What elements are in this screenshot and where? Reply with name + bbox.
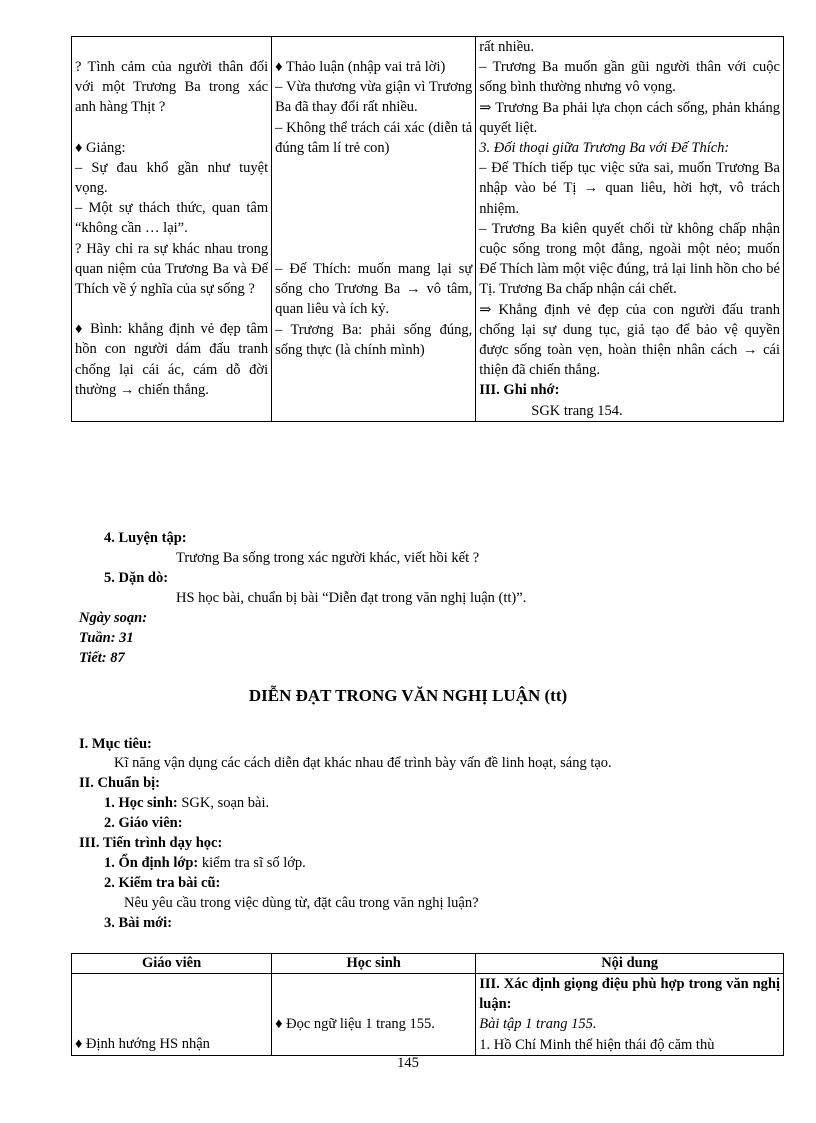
student-discussion: ♦ Thảo luận (nhập vai trả lời) [275,59,446,75]
content-column: rất nhiều. – Trương Ba muốn gần gũi người thân với cuộc sống bình thường nhưng vô vọng. ⇒ Trương Ba phải lựa chọn cách sống, phản kháng quyết liệt. 3. Đối thoại giữa Trương Ba với Đế Thích: – Đế Thích tiếp tục việc sửa sai, muốn Trương Ba nhập vào bé Tị → quan liêu, hời hợt, vô trách nhiệm. – Trương Ba kiên quyết chối từ không chấp nhận cuộc sống trong một đằng, ngoài một nẻo; muốn Đế Thích làm một việc đúng, trả lại linh hồn cho bé Tị. Trương Ba chấp nhận cái chết. ⇒ Khẳng định vẻ đẹp của con người đấu tranh chống lại sự dung tục, giả tạo để bảo vệ quyền được sống toàn vẹn, hoàn thiện nhân cách → cái thiện đã chiến thắng. III. Ghi nhớ: SGK trang 154. [476,37,784,422]
process-step-1: 1. Ổn định lớp: kiểm tra sĩ số lớp. [104,855,306,871]
lecture-point: – Một sự thách thức, quan tâm “không cần … lại”. [75,200,269,237]
prep-date: Ngày soạn: [79,610,148,626]
student-answer: – Đế Thích: muốn mang lại sự sống cho Trương Ba → vô tâm, quan liêu và ích kỷ. [275,261,473,318]
header-content: Nội dung [476,954,784,974]
process-step-2-text: Nêu yêu cầu trong việc dùng từ, đặt câu trong văn nghị luận? [124,895,479,911]
process-step-2: 2. Kiểm tra bài cũ: [104,875,221,891]
lesson-table-continued [71,36,784,422]
practice-section: 4. Luyện tập: [104,530,187,546]
section-objectives-text: Kĩ năng vận dụng các cách diễn đạt khác nhau để trình bày vấn đề linh hoạt, sáng tạo. [114,755,612,771]
summary-title: III. Ghi nhớ: [479,382,560,399]
student-answer: – Không thể trách cái xác (diễn tả đúng tâm lí trẻ con) [275,119,473,156]
week: Tuần: 31 [79,630,134,646]
student-answer: – Trương Ba: phải sống đúng, sống thực (là chính mình) [275,321,473,358]
teacher-cell: ♦ Định hướng HS nhận [72,974,272,1056]
lesson-title: DIỄN ĐẠT TRONG VĂN NGHỊ LUẬN (tt) [248,686,568,705]
blank-line [75,37,268,57]
summary-text: SGK trang 154. [531,402,623,419]
prep-students: 1. Học sinh: SGK, soạn bài. [104,795,270,811]
question-family-feelings: ? Tình cảm của người thân đối với một Trương Ba trong xác anh hàng Thịt ? [75,59,269,116]
lesson-number: Tiết: 87 [79,650,125,666]
lesson-table [71,953,784,1056]
comment-conclusion: ♦ Bình: khẳng định vẻ đẹp tâm hồn con người dám đấu tranh chống lại cái ác, cám dỗ đời thường → chiến thắng. [75,321,269,398]
student-cell: ♦ Đọc ngữ liệu 1 trang 155. [272,974,476,1056]
lecture-label: ♦ Giảng: [75,139,126,156]
teacher-column [72,37,272,422]
header-teacher: Giáo viên [72,954,272,974]
prep-teacher: 2. Giáo viên: [104,815,183,831]
header-student: Học sinh [272,954,476,974]
student-answer: – Vừa thương vừa giận vì Trương Ba đã thay đổi rất nhiều. [275,79,473,116]
section-process-title: III. Tiến trình dạy học: [79,835,223,851]
homework-text: HS học bài, chuẩn bị bài “Diễn đạt trong văn nghị luận (tt)”. [176,590,527,606]
content-cell: III. Xác định giọng điệu phù hợp trong văn nghị luận: Bài tập 1 trang 155. 1. Hồ Chí Minh thể hiện thái độ căm thù [476,974,784,1056]
question-difference: ? Hãy chỉ ra sự khác nhau trong quan niệm của Trương Ba và Đế Thích về ý nghĩa của sự sống ? [75,240,269,298]
practice-text: Trương Ba sống trong xác người khác, viết hồi kết ? [176,550,480,566]
student-column [272,37,476,422]
page-number: 145 [397,1055,419,1071]
section-prep-title: II. Chuẩn bị: [79,775,160,791]
section-objectives-title: I. Mục tiêu: [79,736,152,752]
homework-label: 5. Dặn dò: [104,570,169,586]
lecture-point: – Sự đau khổ gần như tuyệt vọng. [75,159,269,197]
process-step-3: 3. Bài mới: [104,915,173,931]
subsection-title: 3. Đối thoại giữa Trương Ba với Đế Thích: [479,140,730,157]
